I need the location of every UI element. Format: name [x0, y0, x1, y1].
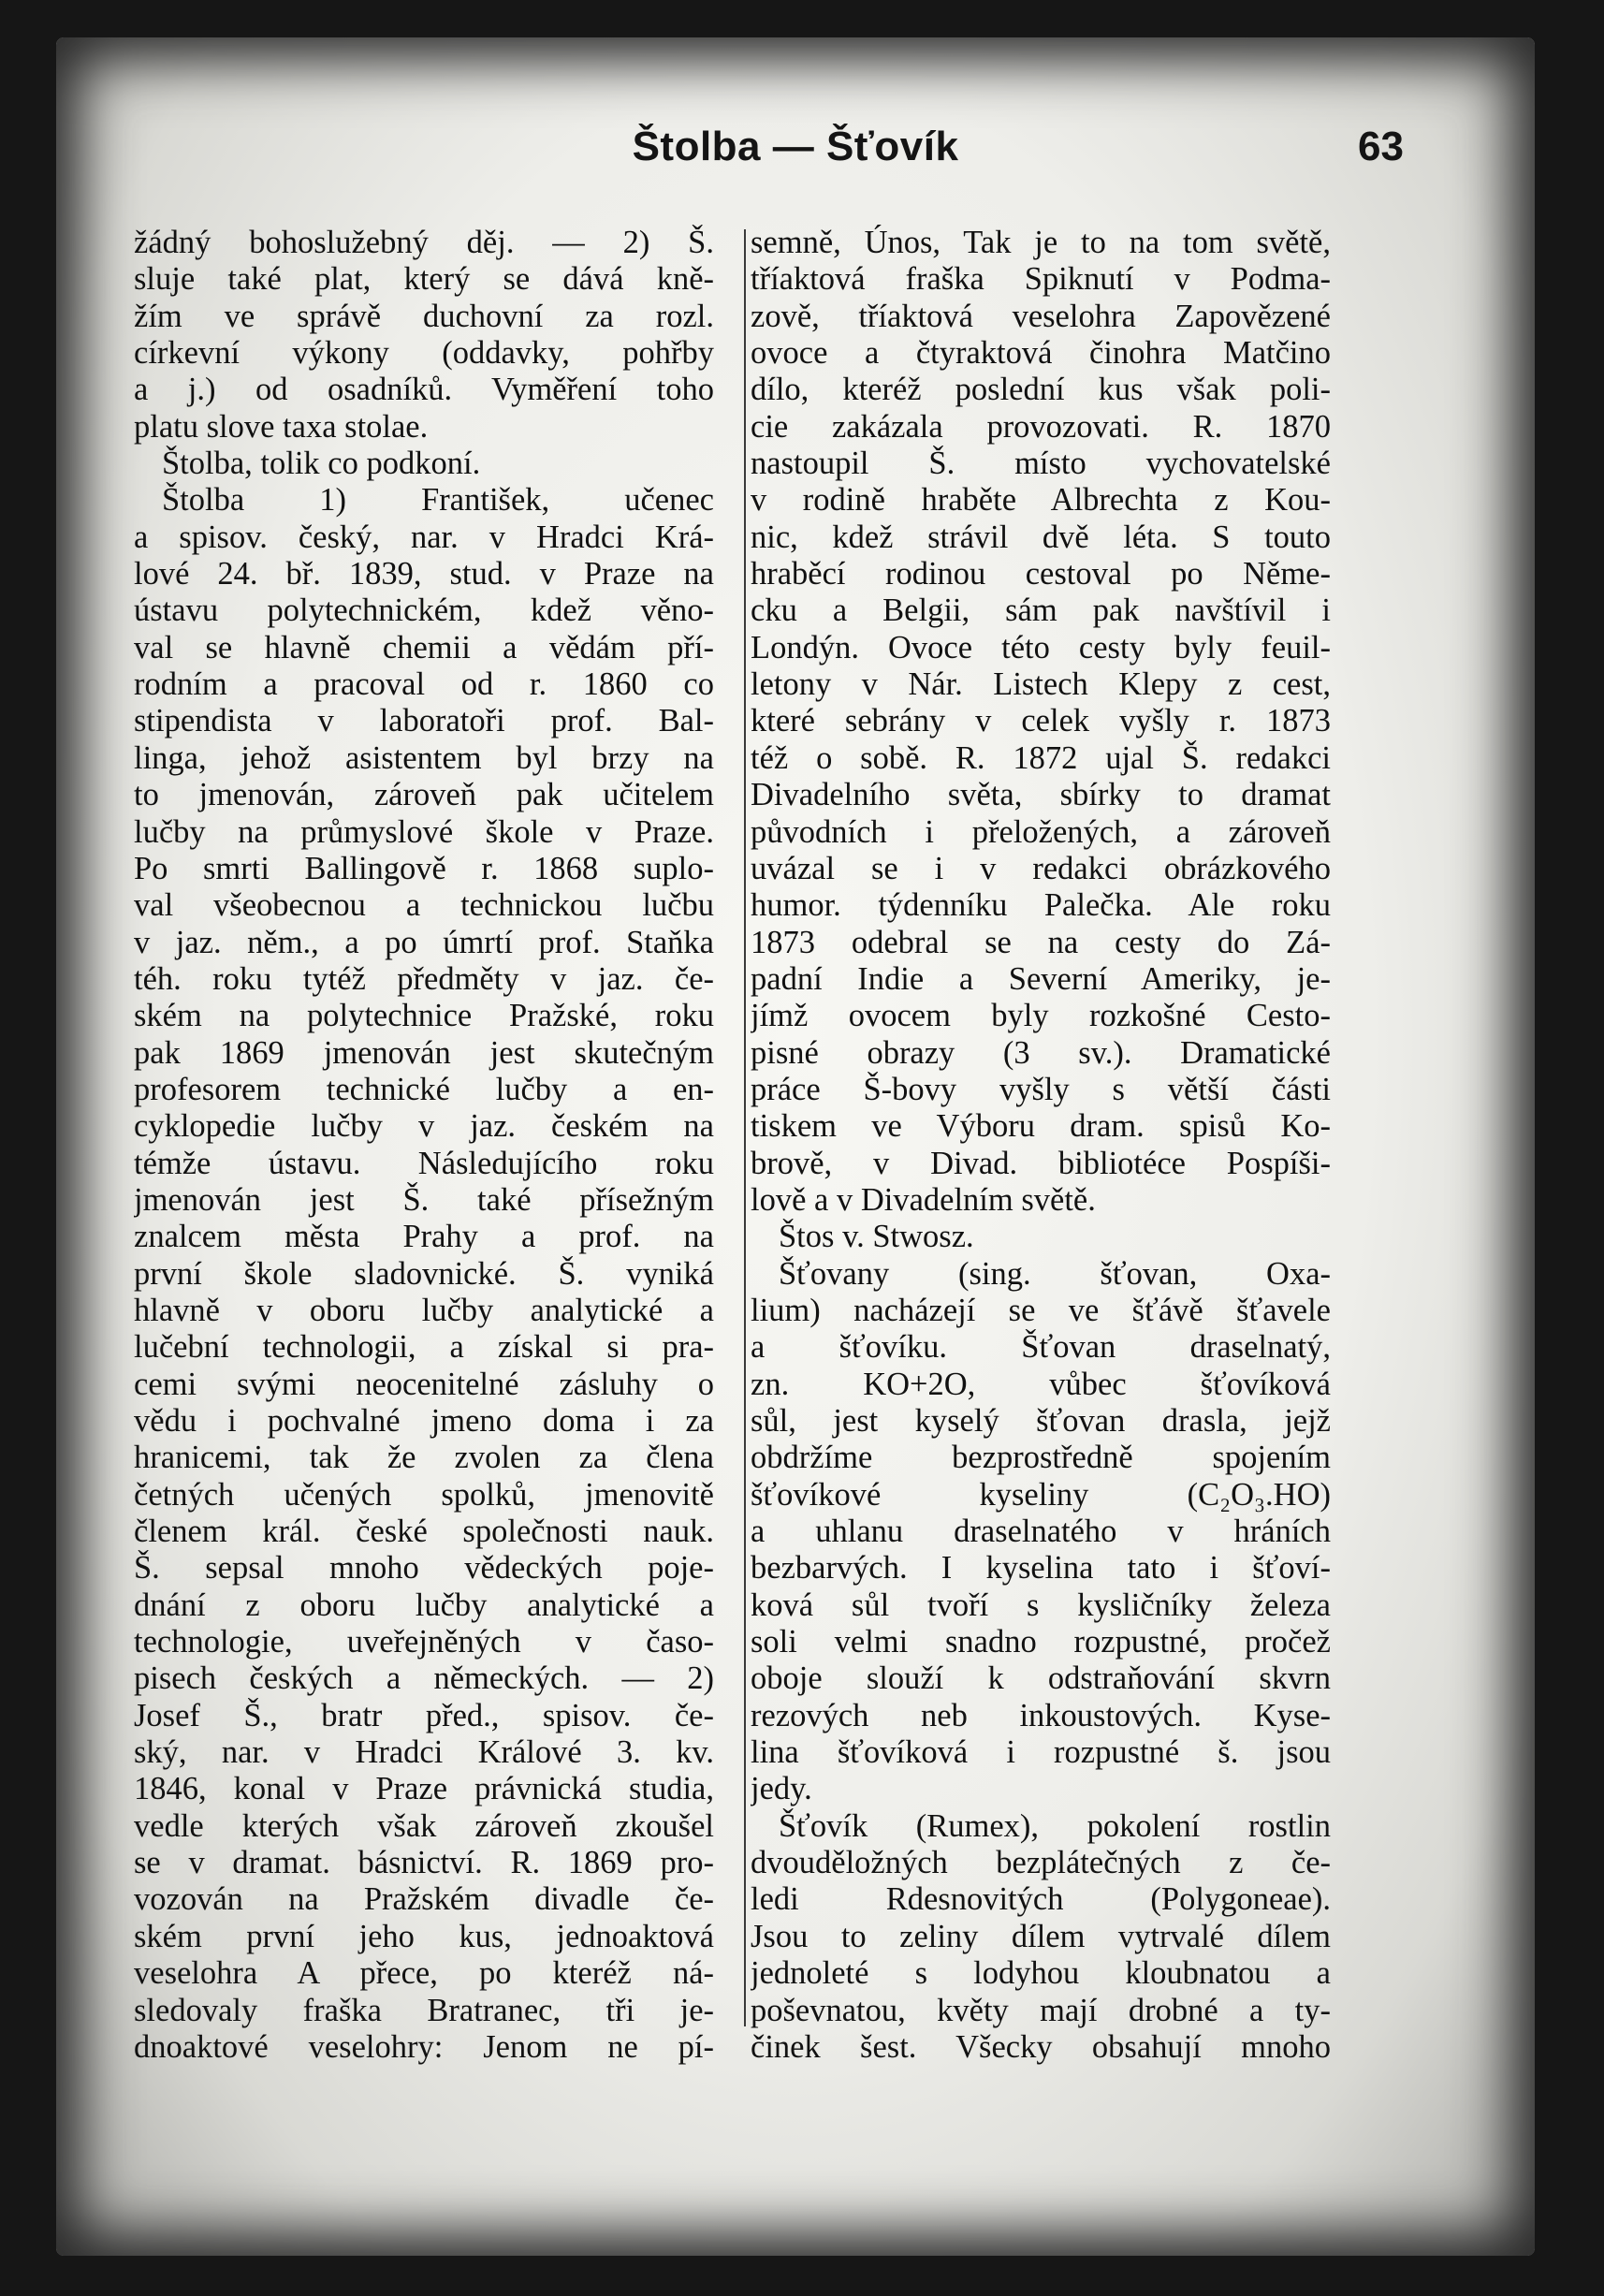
text-line: žím ve správě duchovní za rozl.: [134, 298, 714, 334]
text-line: a šťovíku. Šťovan draselnatý,: [751, 1329, 1331, 1366]
text-line: dnoaktové veselohry: Jenom ne pí-: [134, 2028, 714, 2065]
text-line: Josef Š., bratr před., spisov. če-: [134, 1697, 714, 1733]
text-line: hraběcí rodinou cestoval po Něme-: [751, 556, 1331, 592]
text-line: témže ústavu. Následujícího roku: [134, 1145, 714, 1181]
text-line: zově, tříaktová veselohra Zapovězené: [751, 298, 1331, 334]
text-line: v rodině hraběte Albrechta z Kou-: [751, 482, 1331, 519]
text-line: hranicemi, tak že zvolen za člena: [134, 1440, 714, 1476]
text-line: bezbarvých. I kyselina tato i šťoví-: [751, 1550, 1331, 1587]
text-line: ském na polytechnice Pražské, roku: [134, 998, 714, 1034]
text-line: to jmenován, zároveň pak učitelem: [134, 777, 714, 813]
text-line: rezových neb inkoustových. Kyse-: [751, 1697, 1331, 1733]
text-line: val všeobecnou a technickou lučbu: [134, 887, 714, 924]
text-line: hlavně v oboru lučby analytické a: [134, 1292, 714, 1328]
text-line: zn. KO+2O, vůbec šťovíková: [751, 1366, 1331, 1402]
text-line: semně, Únos, Tak je to na tom světě,: [751, 225, 1331, 260]
text-line: pisné obrazy (3 sv.). Dramatické: [751, 1034, 1331, 1071]
text-line: a j.) od osadníků. Vyměření toho: [134, 372, 714, 408]
text-line: lučební technologii, a získal si pra-: [134, 1329, 714, 1366]
text-line: práce Š-bovy vyšly s větší části: [751, 1071, 1331, 1107]
text-line: nic, kdež strávil dvě léta. S touto: [751, 519, 1331, 555]
text-line: val se hlavně chemii a vědám pří-: [134, 629, 714, 665]
text-line: v jaz. něm., a po úmrtí prof. Staňka: [134, 924, 714, 960]
text-line: ústavu polytechnickém, kdež věno-: [134, 592, 714, 629]
text-line: poševnatou, květy mají drobné a ty-: [751, 1992, 1331, 2028]
text-line: sledovaly fraška Bratranec, tři je-: [134, 1992, 714, 2028]
text-line: první škole sladovnické. Š. vyniká: [134, 1255, 714, 1292]
text-line: letony v Nár. Listech Klepy z cest,: [751, 666, 1331, 703]
text-line: členem král. české společnosti nauk.: [134, 1514, 714, 1550]
entry-heading-line: Šťovík (Rumex), pokolení rostlin: [779, 1807, 1331, 1844]
text-line: veselohra A přece, po kteréž ná-: [134, 1955, 714, 1992]
text-line: ský, nar. v Hradci Králové 3. kv.: [134, 1734, 714, 1771]
text-line: a uhlanu draselnatého v hráních: [751, 1514, 1331, 1550]
text-line: Š. sepsal mnoho vědeckých poje-: [134, 1550, 714, 1587]
text-line: brově, v Divad. bibliotéce Pospíši-: [751, 1145, 1331, 1181]
text-line: ková sůl tvoří s kysličníky železa: [751, 1587, 1331, 1623]
text-line: soli velmi snadno rozpustné, pročež: [751, 1624, 1331, 1660]
text-line: rodním a pracoval od r. 1860 co: [134, 666, 714, 703]
page-number: 63: [1358, 124, 1404, 169]
text-line: četných učených spolků, jmenovitě: [134, 1476, 714, 1513]
entry-heading-line: Štolba, tolik co podkoní.: [162, 446, 481, 482]
text-line: lučby na průmyslové škole v Praze.: [134, 813, 714, 850]
text-line: žádný bohoslužebný děj. — 2) Š.: [134, 225, 714, 260]
text-line: Londýn. Ovoce této cesty byly feuil-: [751, 629, 1331, 665]
right-column: [751, 225, 1331, 2066]
text-line: též o sobě. R. 1872 ujal Š. redakci: [751, 739, 1331, 776]
text-line: cie zakázala provozovati. R. 1870: [751, 408, 1331, 445]
text-line: sluje také plat, který se dává kně-: [134, 261, 714, 298]
entry-heading-line: Štolba 1) František, učenec: [162, 482, 714, 519]
text-line: dnání z oboru lučby analytické a: [134, 1587, 714, 1623]
column-divider: [744, 229, 746, 2026]
text-line: Divadelního světa, sbírky to dramat: [751, 777, 1331, 813]
text-line: sůl, jest kyselý šťovan drasla, jejž: [751, 1403, 1331, 1439]
text-line: vozován na Pražském divadle če-: [134, 1881, 714, 1918]
text-line: ovoce a čtyraktová činohra Matčino: [751, 335, 1331, 372]
text-line: stipendista v laboratoři prof. Bal-: [134, 703, 714, 739]
entry-heading-line: Šťovany (sing. šťovan, Oxa-: [779, 1255, 1331, 1292]
text-line: platu slove taxa stolae.: [134, 408, 429, 445]
text-line: znalcem města Prahy a prof. na: [134, 1219, 714, 1255]
text-line: tříaktová fraška Spiknutí v Podma-: [751, 261, 1331, 298]
text-line: téh. roku tytéž předměty v jaz. če-: [134, 960, 714, 997]
text-line: linga, jehož asistentem byl brzy na: [134, 739, 714, 776]
text-line: a spisov. český, nar. v Hradci Krá-: [134, 519, 714, 555]
text-line: obdržíme bezprostředně spojením: [751, 1440, 1331, 1476]
text-line: lově a v Divadelním světě.: [751, 1181, 1096, 1218]
text-line: dílo, kteréž poslední kus však poli-: [751, 372, 1331, 408]
text-line: dvouděložných bezplátečných z če-: [751, 1845, 1331, 1881]
text-line: šťovíkové kyseliny (C₂O₃.HO): [751, 1476, 1331, 1513]
text-line: 1846, konal v Praze právnická studia,: [134, 1771, 714, 1807]
text-line: původních i přeložených, a zároveň: [751, 813, 1331, 850]
text-line: lina šťovíková i rozpustné š. jsou: [751, 1734, 1331, 1771]
text-line: jedy.: [751, 1771, 812, 1807]
text-line: cku a Belgii, sám pak navštívil i: [751, 592, 1331, 629]
text-line: ledi Rdesnovitých (Polygoneae).: [751, 1881, 1331, 1918]
text-line: cemi svými neocenitelné zásluhy o: [134, 1366, 714, 1402]
running-header: [56, 124, 1535, 189]
text-line: jmenován jest Š. také přísežným: [134, 1181, 714, 1218]
text-line: vedle kterých však zároveň zkoušel: [134, 1807, 714, 1844]
text-line: nastoupil Š. místo vychovatelské: [751, 446, 1331, 482]
text-line: jednoleté s lodyhou kloubnatou a: [751, 1955, 1331, 1992]
text-line: Jsou to zeliny dílem vytrvalé dílem: [751, 1918, 1331, 1954]
text-line: lium) nacházejí se ve šťávě šťavele: [751, 1292, 1331, 1328]
text-line: uvázal se i v redakci obrázkového: [751, 850, 1331, 886]
text-line: 1873 odebral se na cesty do Zá-: [751, 924, 1331, 960]
text-line: padní Indie a Severní Ameriky, je-: [751, 960, 1331, 997]
text-line: ském první jeho kus, jednoaktová: [134, 1918, 714, 1954]
text-line: technologie, uveřejněných v časo-: [134, 1624, 714, 1660]
text-line: se v dramat. básnictví. R. 1869 pro-: [134, 1845, 714, 1881]
text-line: pisech českých a německých. — 2): [134, 1660, 714, 1697]
header-title: Štolba — Šťovík: [632, 124, 959, 169]
text-line: Po smrti Ballingově r. 1868 suplo-: [134, 850, 714, 886]
text-line: pak 1869 jmenován jest skutečným: [134, 1034, 714, 1071]
text-line: oboje slouží k odstraňování skvrn: [751, 1660, 1331, 1697]
text-line: vědu i pochvalné jmeno doma i za: [134, 1403, 714, 1439]
text-line: profesorem technické lučby a en-: [134, 1071, 714, 1107]
text-line: cyklopedie lučby v jaz. českém na: [134, 1108, 714, 1145]
left-column: [134, 225, 714, 2066]
book-page: [56, 37, 1535, 2256]
text-line: které sebrány v celek vyšly r. 1873: [751, 703, 1331, 739]
text-line: jímž ovocem byly rozkošné Cesto-: [751, 998, 1331, 1034]
text-line: církevní výkony (oddavky, pohřby: [134, 335, 714, 372]
text-line: tiskem ve Výboru dram. spisů Ko-: [751, 1108, 1331, 1145]
text-line: lové 24. bř. 1839, stud. v Praze na: [134, 556, 714, 592]
text-line: humor. týdenníku Palečka. Ale roku: [751, 887, 1331, 924]
text-line: činek šest. Všecky obsahují mnoho: [751, 2028, 1331, 2065]
entry-heading-line: Štos v. Stwosz.: [779, 1219, 974, 1255]
